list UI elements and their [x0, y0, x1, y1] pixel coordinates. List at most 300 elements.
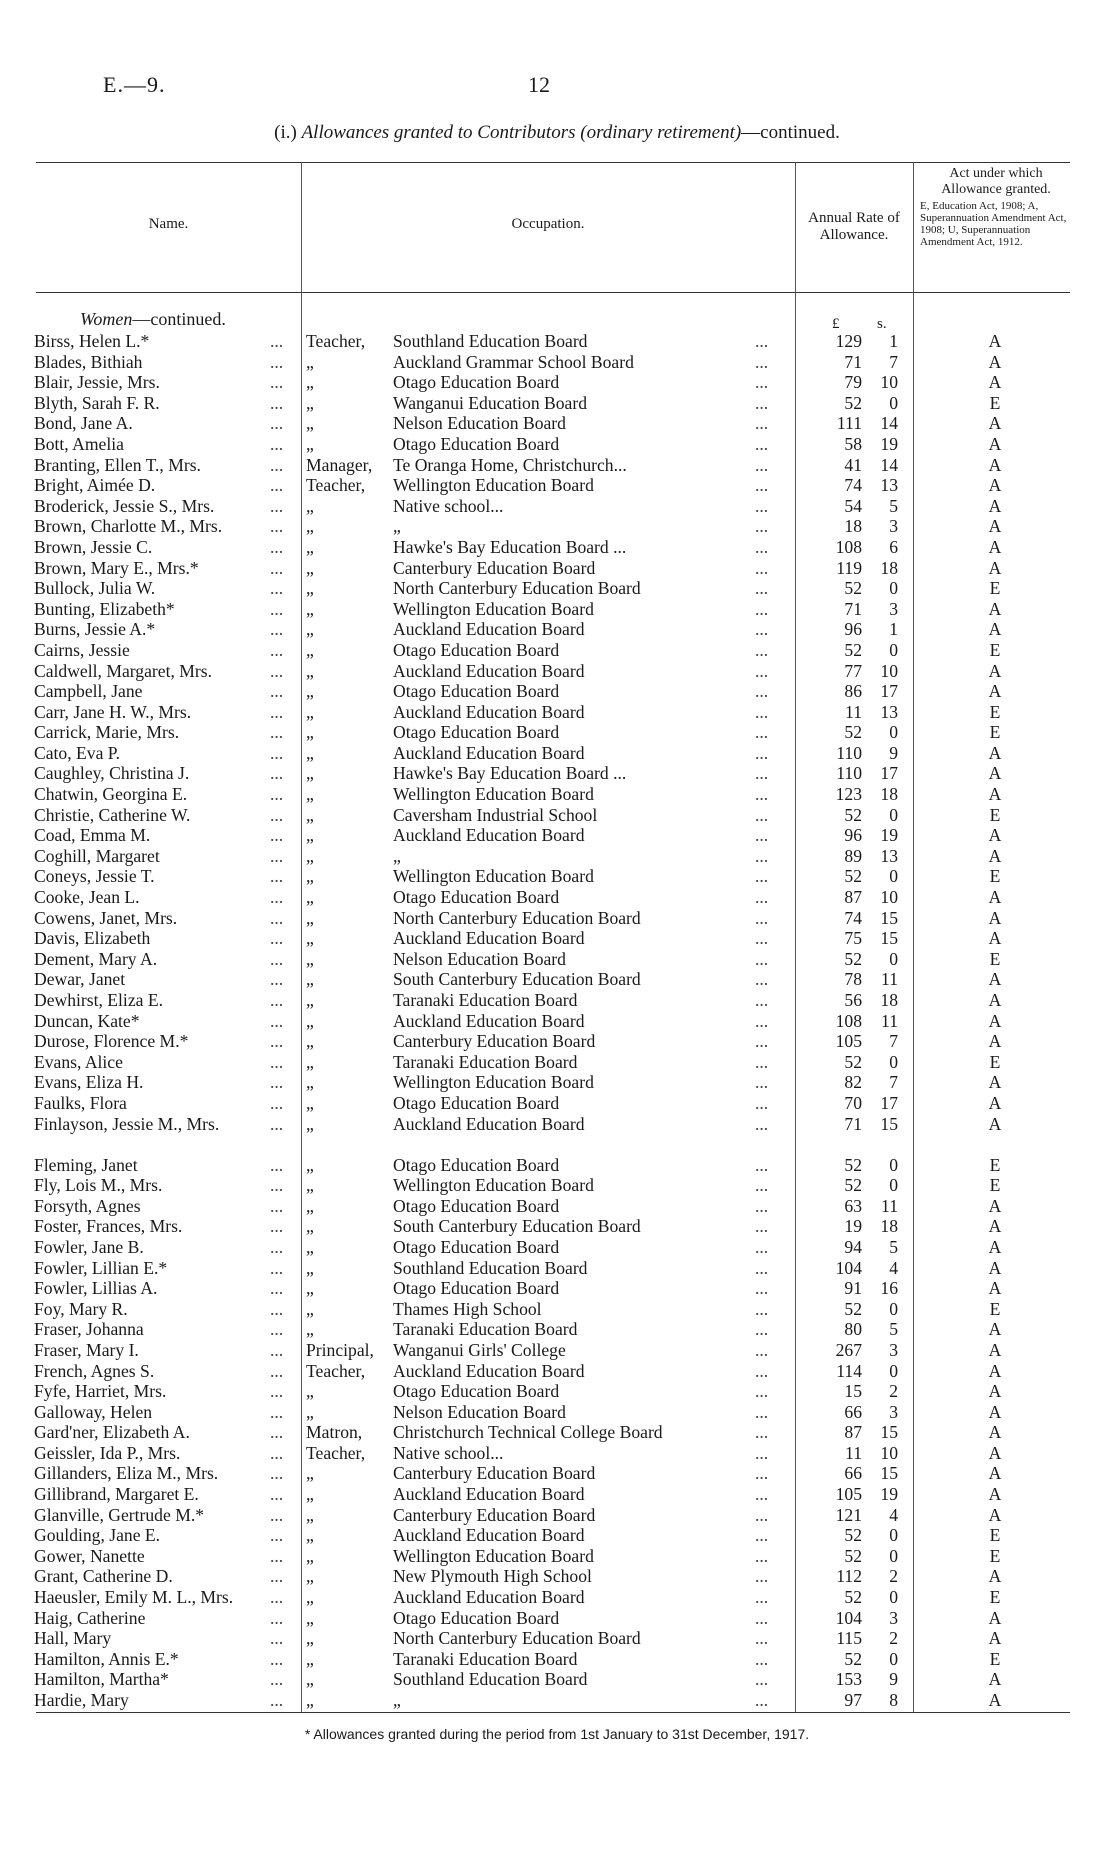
- act-code: E: [989, 804, 1001, 825]
- leader-dots: ...: [755, 1690, 769, 1710]
- leader-dots: ...: [270, 1360, 284, 1381]
- allowance-pounds: 267: [835, 1339, 862, 1360]
- act-code: A: [988, 598, 1002, 619]
- occupation-employer: Auckland Education Board: [393, 619, 585, 640]
- occupation-role: Teacher,: [306, 475, 366, 496]
- occupation-role: „: [306, 804, 314, 825]
- leader-dots: ...: [755, 1072, 769, 1093]
- act-code: A: [988, 763, 1002, 784]
- occupation-employer: Auckland Education Board: [393, 742, 585, 763]
- occupation-employer: Auckland Grammar School Board: [393, 351, 634, 372]
- allowance-pounds: 52: [844, 722, 862, 743]
- leader-dots: ...: [755, 578, 769, 599]
- occupation-role: „: [306, 1587, 314, 1608]
- act-code: E: [989, 1587, 1001, 1608]
- contributor-name: Coneys, Jessie T.: [34, 866, 155, 887]
- leader-dots: ...: [755, 1566, 769, 1587]
- leader-dots: ...: [270, 639, 284, 660]
- occupation-employer: Thames High School: [393, 1298, 542, 1319]
- act-code: E: [989, 639, 1001, 660]
- occupation-employer: Auckland Education Board: [393, 701, 585, 722]
- allowance-shillings: 0: [889, 866, 898, 887]
- allowance-pounds: 15: [844, 1381, 862, 1402]
- allowance-pounds: 114: [836, 1360, 862, 1381]
- leader-dots: ...: [270, 784, 284, 805]
- occupation-employer: Auckland Education Board: [393, 1113, 585, 1134]
- table-row: [0, 969, 1114, 990]
- contributor-name: Evans, Eliza H.: [34, 1072, 144, 1093]
- occupation-employer: Canterbury Education Board: [393, 557, 596, 578]
- occupation-employer: Christchurch Technical College Board: [393, 1422, 663, 1443]
- occupation-employer: Auckland Education Board: [393, 928, 585, 949]
- contributor-name: Bright, Aimée D.: [34, 475, 156, 496]
- table-row: [0, 413, 1114, 434]
- allowance-shillings: 11: [881, 1010, 898, 1031]
- act-code: A: [988, 1360, 1002, 1381]
- leader-dots: ...: [755, 598, 769, 619]
- occupation-role: „: [306, 536, 314, 557]
- occupation-employer: Wellington Education Board: [393, 598, 594, 619]
- leader-dots: ...: [270, 1422, 284, 1443]
- act-code: E: [989, 1545, 1001, 1566]
- allowance-shillings: 0: [889, 804, 898, 825]
- table-title-suffix: —continued.: [741, 122, 840, 143]
- act-code: A: [988, 351, 1002, 372]
- allowance-pounds: 82: [844, 1072, 862, 1093]
- allowance-pounds: 52: [844, 1525, 862, 1546]
- occupation-employer: Nelson Education Board: [393, 1401, 566, 1422]
- allowance-pounds: 111: [836, 413, 862, 434]
- occupation-role: „: [306, 1278, 314, 1299]
- occupation-role: „: [306, 598, 314, 619]
- table-row: [0, 640, 1114, 661]
- occupation-employer: North Canterbury Education Board: [393, 907, 641, 928]
- contributor-name: Fleming, Janet: [34, 1154, 138, 1175]
- leader-dots: ...: [755, 1587, 769, 1608]
- allowance-pounds: 78: [844, 969, 862, 990]
- contributor-name: Davis, Elizabeth: [34, 928, 151, 949]
- leader-dots: ...: [270, 1339, 284, 1360]
- contributor-name: Bott, Amelia: [34, 433, 124, 454]
- act-code: A: [988, 1216, 1002, 1237]
- allowance-pounds: 66: [844, 1463, 862, 1484]
- occupation-role: Teacher,: [306, 331, 366, 351]
- col-header-act-line1: Act under which: [949, 166, 1043, 181]
- table-row: [0, 599, 1114, 620]
- document-series: E.—9.: [103, 72, 166, 97]
- leader-dots: ...: [755, 845, 769, 866]
- occupation-employer: „: [393, 516, 401, 537]
- leader-dots: ...: [270, 1628, 284, 1649]
- occupation-role: „: [306, 1195, 314, 1216]
- table-row: [0, 1155, 1114, 1176]
- contributor-name: Galloway, Helen: [34, 1401, 153, 1422]
- allowance-pounds: 79: [844, 372, 862, 393]
- contributor-name: Glanville, Gertrude M.*: [34, 1504, 205, 1525]
- leader-dots: ...: [270, 1113, 284, 1134]
- occupation-role: „: [306, 557, 314, 578]
- leader-dots: ...: [270, 701, 284, 722]
- allowance-shillings: 15: [880, 907, 898, 928]
- contributor-name: Faulks, Flora: [34, 1092, 127, 1113]
- table-row: [0, 619, 1114, 640]
- act-code: A: [988, 475, 1002, 496]
- allowance-shillings: 19: [880, 1484, 898, 1505]
- allowance-shillings: 9: [889, 1669, 898, 1690]
- occupation-employer: Taranaki Education Board: [393, 990, 578, 1010]
- occupation-role: Principal,: [306, 1339, 374, 1360]
- occupation-role: „: [306, 1175, 314, 1196]
- leader-dots: ...: [755, 1545, 769, 1566]
- act-code: E: [989, 948, 1001, 969]
- contributor-name: Evans, Alice: [34, 1051, 123, 1072]
- leader-dots: ...: [270, 660, 284, 681]
- leader-dots: ...: [270, 351, 284, 372]
- occupation-role: „: [306, 907, 314, 928]
- allowance-shillings: 2: [889, 1566, 898, 1587]
- contributor-name: Gard'ner, Elizabeth A.: [34, 1422, 190, 1443]
- occupation-role: „: [306, 948, 314, 969]
- occupation-role: „: [306, 928, 314, 949]
- occupation-role: „: [306, 1463, 314, 1484]
- leader-dots: ...: [270, 928, 284, 949]
- occupation-role: „: [306, 1566, 314, 1587]
- leader-dots: ...: [270, 413, 284, 434]
- allowance-pounds: 110: [836, 763, 862, 784]
- section-heading-suffix: —continued.: [132, 309, 226, 329]
- contributor-name: Hamilton, Martha*: [34, 1669, 169, 1690]
- allowance-shillings: 0: [889, 1525, 898, 1546]
- section-heading: [80, 309, 226, 330]
- occupation-employer: North Canterbury Education Board: [393, 578, 641, 599]
- table-row: [0, 1505, 1114, 1526]
- act-code: A: [988, 1690, 1002, 1710]
- leader-dots: ...: [755, 784, 769, 805]
- contributor-name: Cato, Eva P.: [34, 742, 121, 763]
- table-row: [0, 1649, 1114, 1670]
- act-code: A: [988, 1010, 1002, 1031]
- leader-dots: ...: [755, 1298, 769, 1319]
- act-code: A: [988, 969, 1002, 990]
- contributor-name: Fraser, Johanna: [34, 1319, 144, 1340]
- leader-dots: ...: [755, 1195, 769, 1216]
- allowance-table-body: [0, 331, 1114, 1711]
- contributor-name: Duncan, Kate*: [34, 1010, 140, 1031]
- table-row: [0, 434, 1114, 455]
- act-code: A: [988, 928, 1002, 949]
- occupation-role: „: [306, 433, 314, 454]
- table-row: [0, 1093, 1114, 1114]
- occupation-employer: Wanganui Girls' College: [393, 1339, 566, 1360]
- contributor-name: Brown, Mary E., Mrs.*: [34, 557, 199, 578]
- header-top-rule: [36, 162, 1070, 163]
- allowance-shillings: 0: [889, 1154, 898, 1175]
- contributor-name: Hall, Mary: [34, 1628, 112, 1649]
- leader-dots: ...: [270, 392, 284, 413]
- contributor-name: Haeusler, Emily M. L., Mrs.: [34, 1587, 234, 1608]
- leader-dots: ...: [755, 804, 769, 825]
- leader-dots: ...: [270, 948, 284, 969]
- occupation-employer: Wellington Education Board: [393, 866, 594, 887]
- act-code: A: [988, 372, 1002, 393]
- allowance-shillings: 14: [880, 413, 898, 434]
- leader-dots: ...: [270, 1154, 284, 1175]
- table-row: [0, 1381, 1114, 1402]
- leader-dots: ...: [270, 1587, 284, 1608]
- leader-dots: ...: [755, 1278, 769, 1299]
- leader-dots: ...: [270, 1504, 284, 1525]
- occupation-role: „: [306, 969, 314, 990]
- table-row: [0, 475, 1114, 496]
- occupation-employer: Otago Education Board: [393, 1381, 560, 1402]
- leader-dots: ...: [755, 1257, 769, 1278]
- leader-dots: ...: [755, 372, 769, 393]
- leader-dots: ...: [755, 1216, 769, 1237]
- table-row: [0, 1319, 1114, 1340]
- occupation-employer: Otago Education Board: [393, 722, 560, 743]
- occupation-employer: New Plymouth High School: [393, 1566, 592, 1587]
- leader-dots: ...: [270, 1401, 284, 1422]
- leader-dots: ...: [755, 1648, 769, 1669]
- leader-dots: ...: [755, 866, 769, 887]
- footnote: * Allowances granted during the period from 1st January to 31st December, 1917.: [304, 1726, 810, 1742]
- allowance-shillings: 4: [889, 1504, 898, 1525]
- allowance-shillings: 15: [880, 1463, 898, 1484]
- contributor-name: Fowler, Lillias A.: [34, 1278, 158, 1299]
- leader-dots: ...: [270, 1381, 284, 1402]
- allowance-shillings: 11: [881, 1195, 898, 1216]
- occupation-role: „: [306, 372, 314, 393]
- leader-dots: ...: [755, 351, 769, 372]
- leader-dots: ...: [755, 907, 769, 928]
- allowance-shillings: 0: [889, 1587, 898, 1608]
- occupation-role: „: [306, 639, 314, 660]
- occupation-role: „: [306, 1216, 314, 1237]
- table-row: [0, 805, 1114, 826]
- allowance-shillings: 0: [889, 722, 898, 743]
- allowance-pounds: 66: [844, 1401, 862, 1422]
- table-row: [0, 455, 1114, 476]
- act-code: A: [988, 1257, 1002, 1278]
- allowance-pounds: 52: [844, 1175, 862, 1196]
- allowance-pounds: 94: [844, 1236, 862, 1257]
- act-code: A: [988, 331, 1002, 351]
- contributor-name: French, Agnes S.: [34, 1360, 155, 1381]
- leader-dots: ...: [755, 557, 769, 578]
- allowance-pounds: 54: [844, 495, 862, 516]
- leader-dots: ...: [270, 969, 284, 990]
- contributor-name: Carr, Jane H. W., Mrs.: [34, 701, 192, 722]
- shillings-unit-label: s.: [877, 316, 887, 332]
- occupation-role: „: [306, 1504, 314, 1525]
- allowance-pounds: 63: [844, 1195, 862, 1216]
- table-row: [0, 928, 1114, 949]
- occupation-employer: Nelson Education Board: [393, 413, 566, 434]
- contributor-name: Bunting, Elizabeth*: [34, 598, 175, 619]
- contributor-name: Chatwin, Georgina E.: [34, 784, 188, 805]
- table-row: [0, 1361, 1114, 1382]
- allowance-pounds: 74: [844, 907, 862, 928]
- act-code: A: [988, 784, 1002, 805]
- occupation-role: „: [306, 701, 314, 722]
- allowance-pounds: 58: [844, 433, 862, 454]
- table-row: [0, 949, 1114, 970]
- contributor-name: Coghill, Margaret: [34, 845, 160, 866]
- occupation-employer: Wellington Education Board: [393, 784, 594, 805]
- allowance-pounds: 19: [844, 1216, 862, 1237]
- leader-dots: ...: [270, 433, 284, 454]
- act-code: A: [988, 1484, 1002, 1505]
- allowance-shillings: 17: [880, 681, 898, 702]
- allowance-pounds: 74: [844, 475, 862, 496]
- occupation-employer: Otago Education Board: [393, 1154, 560, 1175]
- allowance-pounds: 86: [844, 681, 862, 702]
- col-header-occupation: Occupation.: [511, 216, 585, 232]
- occupation-role: „: [306, 1648, 314, 1669]
- table-row: [0, 784, 1114, 805]
- contributor-name: Carrick, Marie, Mrs.: [34, 722, 180, 743]
- table-row: [0, 763, 1114, 784]
- allowance-pounds: 89: [844, 845, 862, 866]
- leader-dots: ...: [270, 578, 284, 599]
- act-code: A: [988, 1113, 1002, 1134]
- contributor-name: Brown, Jessie C.: [34, 536, 153, 557]
- occupation-employer: Otago Education Board: [393, 1236, 560, 1257]
- act-code: A: [988, 1628, 1002, 1649]
- allowance-pounds: 52: [844, 1648, 862, 1669]
- table-row: [0, 1546, 1114, 1567]
- allowance-shillings: 7: [889, 1072, 898, 1093]
- occupation-role: „: [306, 1154, 314, 1175]
- allowance-pounds: 75: [844, 928, 862, 949]
- occupation-role: „: [306, 866, 314, 887]
- leader-dots: ...: [755, 1669, 769, 1690]
- occupation-role: „: [306, 1525, 314, 1546]
- table-row: [0, 887, 1114, 908]
- act-code: A: [988, 1236, 1002, 1257]
- col-header-act-note: E, Education Act, 1908; A, Superannuation Amendment Act, 1908; U, Superannuation Amendment Act, 1912.: [920, 200, 1067, 248]
- allowance-pounds: 104: [835, 1607, 862, 1628]
- leader-dots: ...: [270, 866, 284, 887]
- allowance-shillings: 3: [889, 598, 898, 619]
- allowance-pounds: 18: [844, 516, 862, 537]
- occupation-employer: Wellington Education Board: [393, 475, 594, 496]
- leader-dots: ...: [755, 887, 769, 908]
- allowance-pounds: 105: [835, 1484, 862, 1505]
- act-code: E: [989, 866, 1001, 887]
- occupation-employer: „: [393, 845, 401, 866]
- leader-dots: ...: [755, 639, 769, 660]
- allowance-shillings: 2: [889, 1381, 898, 1402]
- occupation-role: Teacher,: [306, 1360, 366, 1381]
- allowance-shillings: 10: [880, 1442, 898, 1463]
- allowance-pounds: 52: [844, 1587, 862, 1608]
- act-code: E: [989, 1051, 1001, 1072]
- occupation-employer: Auckland Education Board: [393, 1360, 585, 1381]
- allowance-shillings: 10: [880, 372, 898, 393]
- leader-dots: ...: [755, 619, 769, 640]
- allowance-shillings: 0: [889, 948, 898, 969]
- leader-dots: ...: [755, 1401, 769, 1422]
- allowance-shillings: 0: [889, 1175, 898, 1196]
- occupation-employer: Canterbury Education Board: [393, 1031, 596, 1052]
- allowance-shillings: 18: [880, 557, 898, 578]
- allowance-shillings: 8: [889, 1690, 898, 1710]
- allowance-pounds: 41: [844, 454, 862, 475]
- contributor-name: Finlayson, Jessie M., Mrs.: [34, 1113, 220, 1134]
- allowance-pounds: 77: [844, 660, 862, 681]
- act-code: A: [988, 681, 1002, 702]
- occupation-employer: Otago Education Board: [393, 1278, 560, 1299]
- occupation-role: „: [306, 1236, 314, 1257]
- leader-dots: ...: [270, 619, 284, 640]
- leader-dots: ...: [755, 763, 769, 784]
- leader-dots: ...: [270, 1195, 284, 1216]
- col-header-rate-line2: Allowance.: [819, 227, 889, 243]
- leader-dots: ...: [270, 722, 284, 743]
- table-row: [0, 1175, 1114, 1196]
- leader-dots: ...: [270, 1319, 284, 1340]
- table-title-prefix: (i.): [274, 122, 302, 143]
- allowance-shillings: 1: [889, 331, 898, 351]
- leader-dots: ...: [270, 495, 284, 516]
- leader-dots: ...: [270, 1690, 284, 1710]
- leader-dots: ...: [270, 1236, 284, 1257]
- occupation-employer: Taranaki Education Board: [393, 1319, 578, 1340]
- allowance-pounds: 91: [844, 1278, 862, 1299]
- table-row: [0, 908, 1114, 929]
- occupation-employer: Canterbury Education Board: [393, 1463, 596, 1484]
- contributor-name: Fraser, Mary I.: [34, 1339, 139, 1360]
- allowance-shillings: 3: [889, 516, 898, 537]
- table-row: [0, 578, 1114, 599]
- occupation-role: „: [306, 1669, 314, 1690]
- leader-dots: ...: [755, 1031, 769, 1052]
- leader-dots: ...: [270, 475, 284, 496]
- occupation-role: „: [306, 1031, 314, 1052]
- allowance-shillings: 16: [880, 1278, 898, 1299]
- occupation-employer: Wellington Education Board: [393, 1545, 594, 1566]
- occupation-role: „: [306, 1628, 314, 1649]
- allowance-shillings: 13: [880, 845, 898, 866]
- table-row: [0, 1114, 1114, 1155]
- leader-dots: ...: [755, 742, 769, 763]
- occupation-role: „: [306, 495, 314, 516]
- table-row: [0, 661, 1114, 682]
- table-row: [0, 681, 1114, 702]
- contributor-name: Brown, Charlotte M., Mrs.: [34, 516, 223, 537]
- allowance-pounds: 97: [844, 1690, 862, 1710]
- leader-dots: ...: [755, 392, 769, 413]
- occupation-employer: Wanganui Education Board: [393, 392, 588, 413]
- leader-dots: ...: [755, 413, 769, 434]
- table-row: [0, 722, 1114, 743]
- table-row: [0, 558, 1114, 579]
- allowance-pounds: 52: [844, 948, 862, 969]
- allowance-pounds: 96: [844, 825, 862, 846]
- allowance-pounds: 115: [836, 1628, 862, 1649]
- leader-dots: ...: [270, 763, 284, 784]
- table-row: [0, 1011, 1114, 1032]
- act-code: A: [988, 742, 1002, 763]
- contributor-name: Branting, Ellen T., Mrs.: [34, 454, 201, 475]
- act-code: E: [989, 701, 1001, 722]
- leader-dots: ...: [755, 454, 769, 475]
- occupation-employer: Otago Education Board: [393, 887, 560, 908]
- leader-dots: ...: [755, 969, 769, 990]
- leader-dots: ...: [755, 516, 769, 537]
- table-row: [0, 393, 1114, 414]
